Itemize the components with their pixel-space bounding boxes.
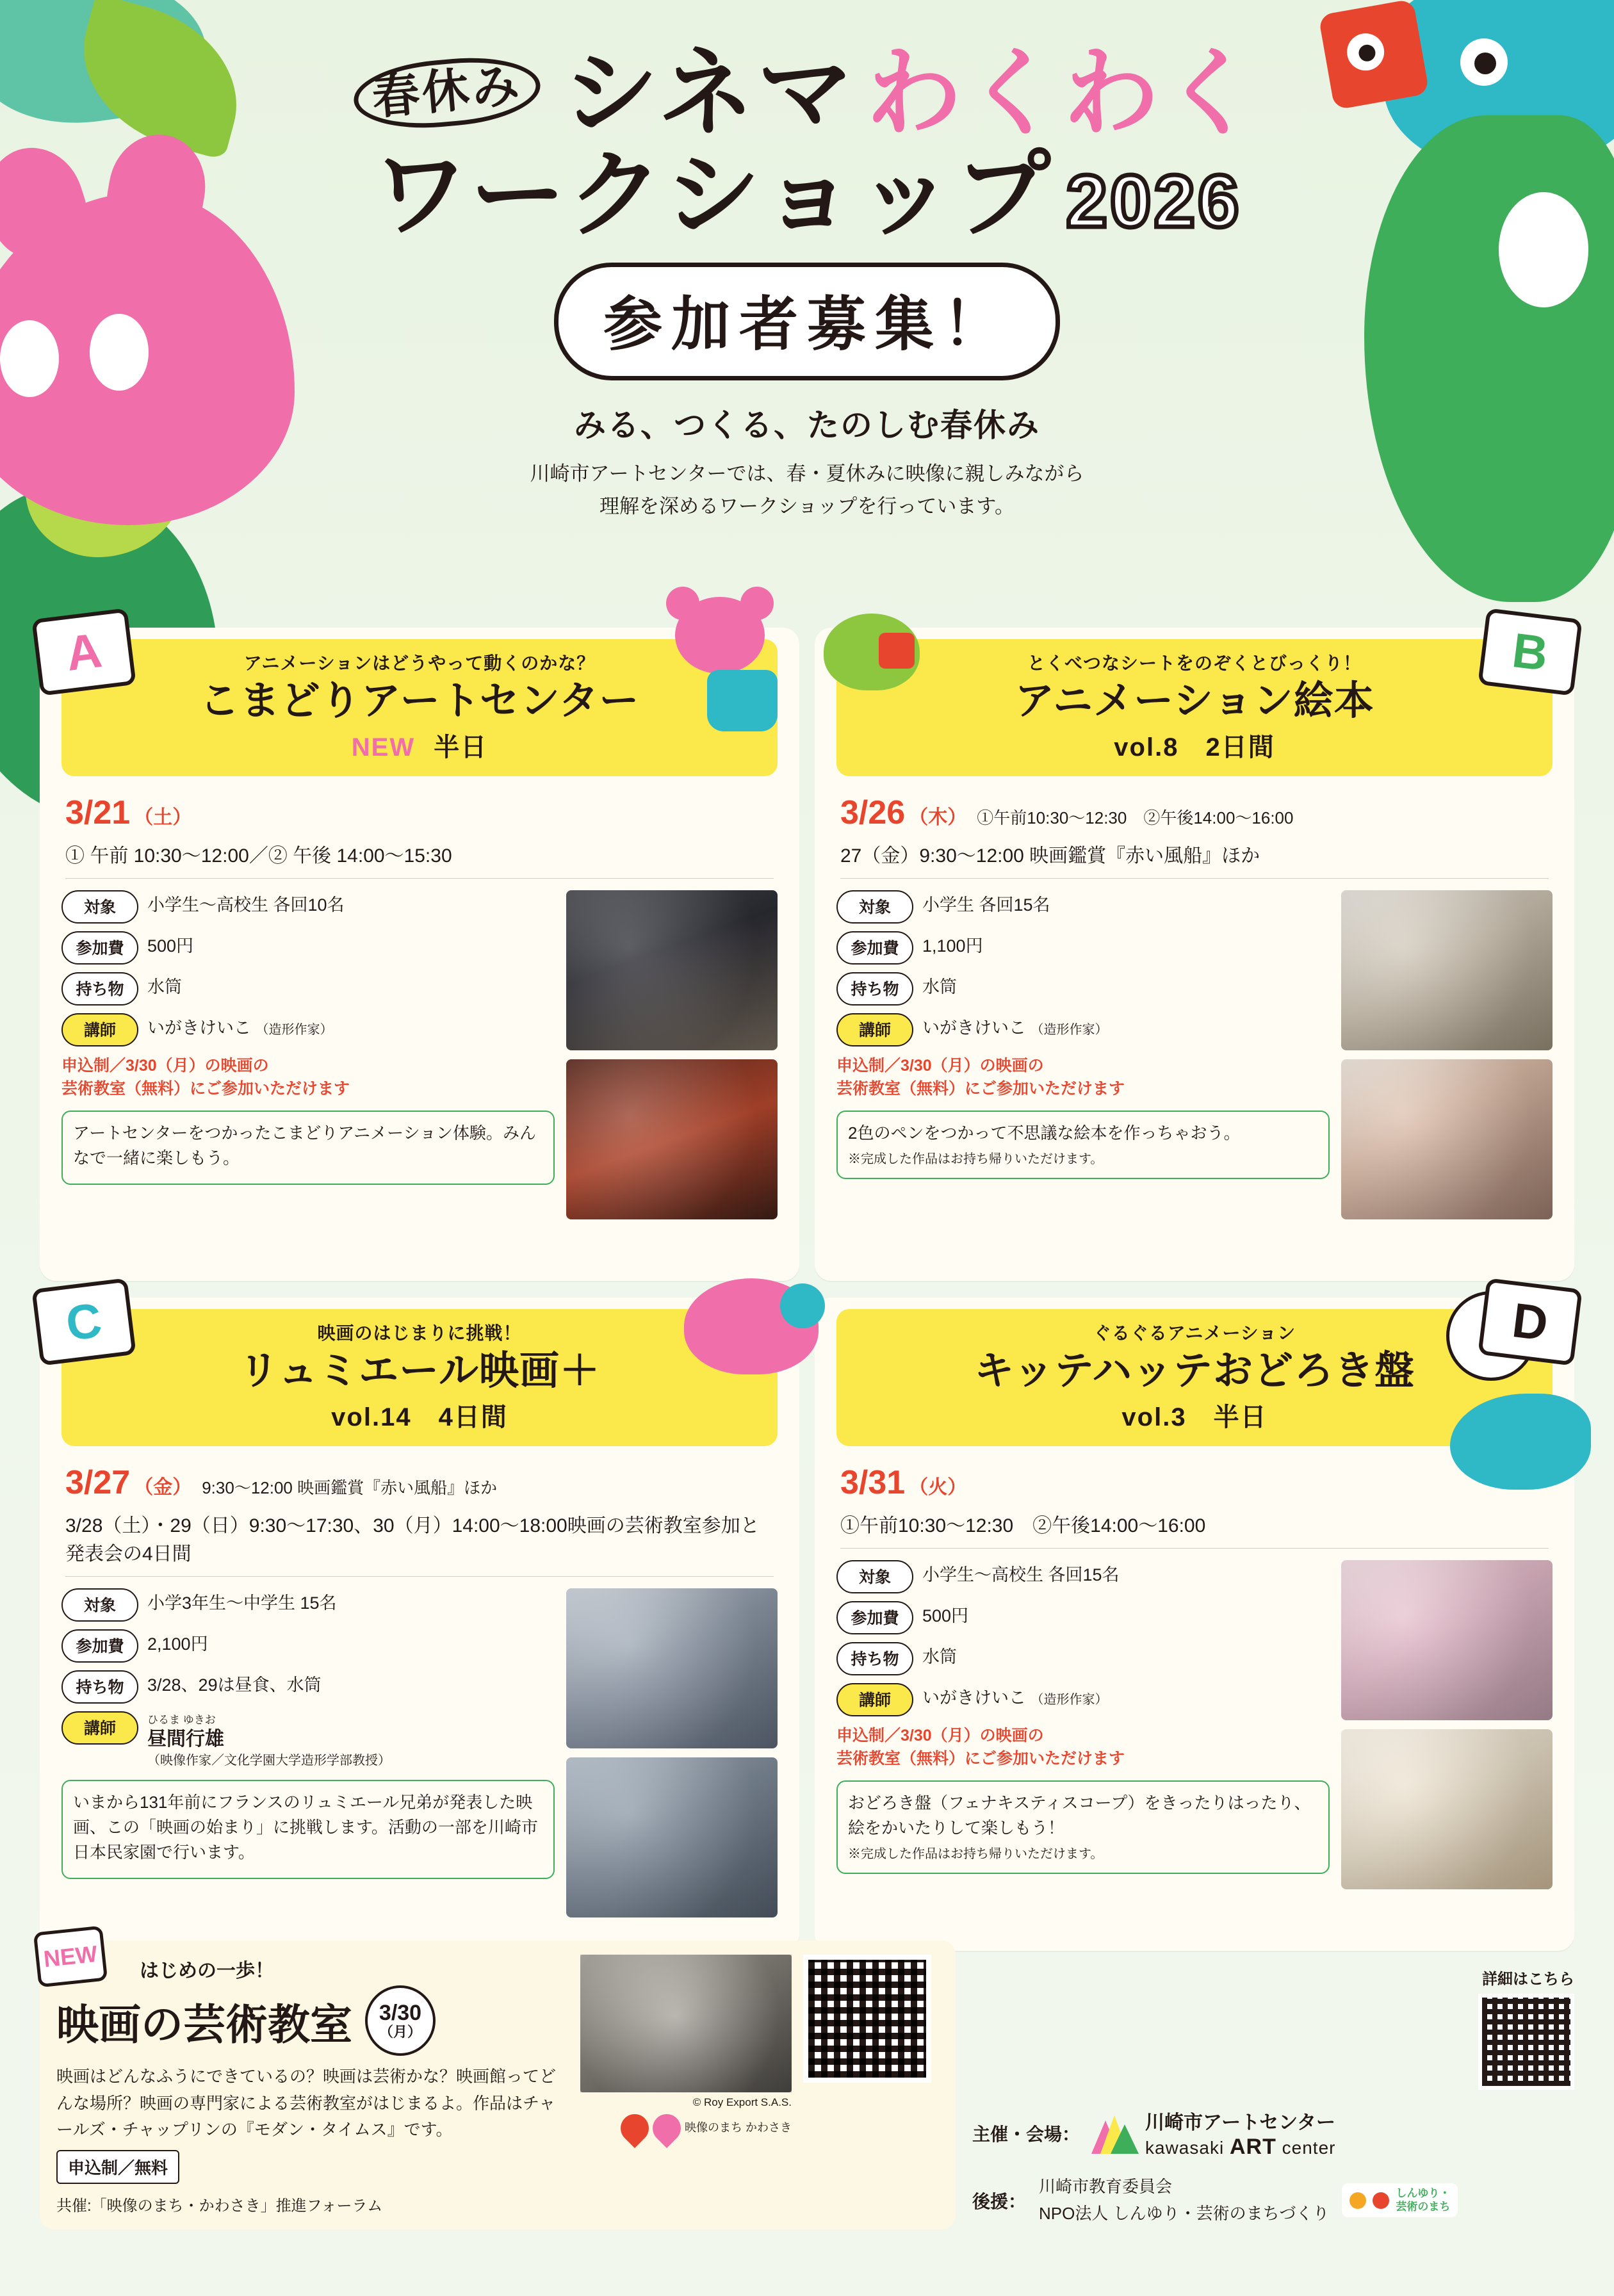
card-d-body bbox=[836, 1560, 1553, 1889]
card-d-apply-line2: 芸術教室（無料）にご参加いただけます bbox=[836, 1750, 1125, 1768]
card-a-teacher-note: （造形作家） bbox=[256, 1022, 333, 1037]
card-d-teacher-name: いがきけいこ bbox=[922, 1688, 1026, 1707]
subtitle: みる、つくる、たのしむ春休み bbox=[574, 407, 1040, 443]
detail-here-label: 詳細はこちら bbox=[1482, 1971, 1574, 1988]
card-b-info bbox=[836, 890, 1330, 1219]
card-d-date-value: 3/31 bbox=[840, 1464, 906, 1502]
label-teacher: 講師 bbox=[836, 1683, 913, 1716]
film-class-title: 映画の芸術教室 bbox=[56, 2000, 352, 2048]
card-d-apply-line1: 申込制／3/30（月）の映画の bbox=[836, 1726, 1044, 1745]
label-teacher: 講師 bbox=[61, 1013, 138, 1046]
lead-line-2: 理解を深めるワークショップを行っています。 bbox=[599, 494, 1015, 517]
label-target: 対象 bbox=[61, 1588, 138, 1622]
card-c-teacher-ruby: ひるま ゆきお bbox=[147, 1713, 216, 1726]
title-wakuwaku: わくわく bbox=[865, 39, 1260, 147]
card-c-body bbox=[61, 1588, 778, 1917]
card-a-apply bbox=[61, 1054, 555, 1101]
card-b-kicker: とくべつなシートをのぞくとびっくり！ bbox=[1027, 653, 1362, 673]
card-a-teacher-name: いがきけいこ bbox=[147, 1018, 251, 1038]
shinyuri-logo bbox=[1342, 2183, 1458, 2217]
heart-icon bbox=[615, 2108, 655, 2148]
card-a-apply-line2: 芸術教室（無料）にご参加いただけます bbox=[61, 1080, 350, 1098]
film-class-date-dow: （月） bbox=[379, 2024, 421, 2040]
heart-icon bbox=[647, 2108, 687, 2148]
card-tag-c: C bbox=[31, 1278, 136, 1365]
card-a-bring-row bbox=[61, 972, 555, 1006]
card-b-banner bbox=[836, 639, 1553, 776]
bear-mascot-icon bbox=[662, 597, 778, 731]
card-b-photos bbox=[1341, 890, 1553, 1219]
card-a-new-badge: NEW bbox=[351, 733, 416, 762]
card-c-info bbox=[61, 1588, 555, 1917]
workshop-card-a[interactable] bbox=[40, 623, 799, 1281]
workshop-photo bbox=[566, 1588, 778, 1748]
card-a-note-text: アートセンターをつかったこまどりアニメーション体験。みんなで一緒に楽しもう。 bbox=[73, 1123, 537, 1168]
workshop-card-b[interactable] bbox=[815, 623, 1574, 1281]
card-d-kicker: ぐるぐるアニメーション bbox=[1093, 1323, 1296, 1343]
card-c-target-row bbox=[61, 1588, 555, 1622]
workshop-photo bbox=[1341, 1059, 1553, 1219]
film-class-kicker: はじめの一歩！ bbox=[140, 1960, 274, 1982]
card-a-note bbox=[61, 1111, 555, 1185]
film-class-left bbox=[56, 1955, 566, 2215]
film-art-class-panel[interactable] bbox=[40, 1941, 956, 2229]
card-a-date-main bbox=[65, 793, 774, 833]
support-text bbox=[1039, 2174, 1329, 2227]
card-a-duration: 半日 bbox=[434, 733, 488, 762]
card-a-fee-row bbox=[61, 931, 555, 965]
card-b-body bbox=[836, 890, 1553, 1219]
art-center-mark-icon bbox=[1091, 2113, 1136, 2154]
card-c-bring-row bbox=[61, 1670, 555, 1704]
card-c-banner bbox=[61, 1309, 778, 1446]
eizo-machi-label: 映像のまち かわさき bbox=[684, 2121, 792, 2135]
card-b-target-value: 小学生 各回15名 bbox=[922, 895, 1050, 915]
label-fee: 参加費 bbox=[61, 931, 138, 965]
card-d-banner bbox=[836, 1309, 1553, 1446]
elephant-mascot-icon bbox=[684, 1278, 819, 1374]
host-name-en bbox=[1145, 2135, 1335, 2160]
card-a-photos bbox=[566, 890, 778, 1219]
label-target: 対象 bbox=[61, 890, 138, 924]
card-a-date-detail: ① 午前 10:30〜12:00／② 午後 14:00〜15:30 bbox=[65, 845, 452, 867]
haruyasumi-label: 春休み bbox=[351, 51, 543, 134]
green-mascot-icon bbox=[824, 614, 920, 690]
card-d-teacher-value bbox=[922, 1683, 1108, 1709]
poster-footer bbox=[40, 1941, 1574, 2229]
card-d-bring-row bbox=[836, 1642, 1330, 1675]
card-c-date-value: 3/27 bbox=[65, 1464, 131, 1502]
poster-header bbox=[0, 39, 1614, 523]
label-teacher: 講師 bbox=[836, 1013, 913, 1046]
card-b-date-dow: （木） bbox=[909, 807, 967, 829]
card-a-subtitle bbox=[74, 727, 765, 763]
card-d-teacher-note: （造形作家） bbox=[1031, 1692, 1108, 1707]
card-a-teacher-row bbox=[61, 1013, 555, 1046]
label-target: 対象 bbox=[836, 1560, 913, 1593]
card-a-teacher-value bbox=[147, 1013, 333, 1039]
card-a-target-row bbox=[61, 890, 555, 924]
card-b-date-main bbox=[840, 793, 1549, 833]
logo-dot-icon bbox=[1373, 2192, 1389, 2209]
host-label: 主催・会場： bbox=[972, 2124, 1080, 2144]
card-d-duration: vol.3 半日 bbox=[1121, 1403, 1268, 1432]
label-teacher: 講師 bbox=[61, 1711, 138, 1745]
card-d-date-dow: （火） bbox=[909, 1477, 967, 1499]
film-class-coop: 共催:「映像のまち・かわさき」推進フォーラム bbox=[56, 2197, 383, 2215]
logo-dot-icon bbox=[1349, 2192, 1366, 2209]
label-bring: 持ち物 bbox=[836, 1642, 913, 1675]
qr-code[interactable] bbox=[803, 1955, 931, 2083]
card-d-teacher-row bbox=[836, 1683, 1330, 1716]
lead-line-1: 川崎市アートセンターでは、春・夏休みに映像に親しみながら bbox=[530, 462, 1084, 485]
support-row bbox=[972, 2174, 1574, 2227]
detail-qr-code[interactable] bbox=[1478, 1994, 1574, 2090]
card-d-dates bbox=[840, 1463, 1549, 1537]
card-c-teacher-row bbox=[61, 1711, 555, 1770]
card-b-dates bbox=[840, 793, 1549, 867]
card-a-bring-value: 水筒 bbox=[147, 977, 182, 997]
card-d-target-row bbox=[836, 1560, 1330, 1593]
card-b-teacher-value bbox=[922, 1013, 1108, 1039]
card-d-note-text: おどろき盤（フェナキスティスコープ）をきったりはったり、絵をかいたりして楽しもう！ bbox=[848, 1793, 1311, 1838]
host-name-jp: 川崎市アートセンター bbox=[1145, 2112, 1336, 2133]
card-tag-d: D bbox=[1478, 1278, 1583, 1365]
card-b-teacher-name: いがきけいこ bbox=[922, 1018, 1026, 1038]
film-class-date-value: 3/30 bbox=[379, 2000, 422, 2025]
support-label: 後援： bbox=[972, 2191, 1027, 2211]
card-d-note-tiny: ※完成した作品はお持ち帰りいただけます。 bbox=[848, 1847, 1104, 1862]
host-en-center: center bbox=[1282, 2138, 1336, 2158]
label-bring: 持ち物 bbox=[836, 972, 913, 1006]
workshop-photo bbox=[1341, 1729, 1553, 1889]
divider bbox=[840, 878, 1549, 879]
workshop-photo bbox=[1341, 890, 1553, 1050]
label-bring: 持ち物 bbox=[61, 1670, 138, 1704]
card-b-bring-value: 水筒 bbox=[922, 977, 957, 997]
divider bbox=[840, 1548, 1549, 1549]
shinyuri-line-1: しんゆり・ bbox=[1396, 2187, 1451, 2200]
host-en-kawasaki: kawasaki bbox=[1145, 2138, 1225, 2158]
card-d-date-detail: ①午前10:30〜12:30 ②午後14:00〜16:00 bbox=[840, 1515, 1206, 1536]
label-fee: 参加費 bbox=[836, 1601, 913, 1634]
card-b-title: アニメーション絵本 bbox=[1015, 679, 1374, 723]
card-b-note-tiny: ※完成した作品はお持ち帰りいただけます。 bbox=[848, 1152, 1104, 1167]
support-line-1: 川崎市教育委員会 bbox=[1039, 2177, 1173, 2196]
card-c-dates bbox=[65, 1463, 774, 1565]
host-en-art: ART bbox=[1229, 2135, 1276, 2159]
card-a-title: こまどりアートセンター bbox=[199, 679, 640, 723]
label-target: 対象 bbox=[836, 890, 913, 924]
card-d-apply bbox=[836, 1724, 1330, 1771]
card-b-apply-line2: 芸術教室（無料）にご参加いただけます bbox=[836, 1080, 1125, 1098]
card-c-teacher-value bbox=[147, 1711, 391, 1770]
host-row bbox=[972, 2106, 1574, 2160]
card-d-title: キッテハッテおどろき盤 bbox=[974, 1349, 1415, 1393]
card-b-date-times: ①午前10:30〜12:30 ②午後14:00〜16:00 bbox=[977, 808, 1294, 828]
title-line-2 bbox=[0, 141, 1614, 248]
workshop-photo bbox=[566, 890, 778, 1050]
card-c-fee-value: 2,100円 bbox=[147, 1634, 208, 1654]
kawasaki-art-center-logo bbox=[1091, 2106, 1335, 2160]
card-c-target-value: 小学3年生〜中学生 15名 bbox=[147, 1593, 337, 1613]
card-c-note-text: いまから131年前にフランスのリュミエール兄弟が発表した映画、この「映画の始まり」に挑戦します。活動の一部を川崎市日本民家園で行います。 bbox=[73, 1793, 538, 1862]
card-b-apply-line1: 申込制／3/30（月）の映画の bbox=[836, 1056, 1044, 1075]
shinyuri-line-2: 芸術のまち bbox=[1396, 2200, 1451, 2213]
film-class-apply-badge: 申込制／無料 bbox=[56, 2150, 179, 2184]
title-line-1 bbox=[0, 39, 1614, 147]
label-fee: 参加費 bbox=[836, 931, 913, 965]
lead-text bbox=[0, 457, 1614, 523]
card-c-date-times: 9:30〜12:00 映画鑑賞『赤い風船』ほか bbox=[202, 1478, 498, 1498]
card-c-bring-value: 3/28、29は昼食、水筒 bbox=[147, 1675, 322, 1695]
card-b-note-text: 2色のペンをつかって不思議な絵本を作っちゃおう。 bbox=[848, 1123, 1241, 1143]
card-c-date-main bbox=[65, 1463, 774, 1502]
card-d-fee-row bbox=[836, 1601, 1330, 1634]
organizers-panel bbox=[972, 1941, 1574, 2229]
film-class-description: 映画はどんなふうにできているの？映画は芸術かな？映画館ってどんな場所？映画の専門家による芸術教室がはじまるよ。作品はチャールズ・チャップリンの『モダン・タイムス』です。 bbox=[56, 2067, 557, 2140]
card-a-dates bbox=[65, 793, 774, 867]
card-a-body bbox=[61, 890, 778, 1219]
card-a-info bbox=[61, 890, 555, 1219]
card-d-fee-value: 500円 bbox=[922, 1606, 969, 1625]
support-line-2: NPO法人 しんゆり・芸術のまちづくり bbox=[1039, 2203, 1330, 2223]
card-d-date-main bbox=[840, 1463, 1549, 1502]
workshop-photo bbox=[566, 1059, 778, 1219]
workshop-photo bbox=[566, 1757, 778, 1917]
card-a-date-dow: （土） bbox=[134, 807, 192, 829]
card-b-teacher-note: （造形作家） bbox=[1031, 1022, 1108, 1037]
film-class-title-row bbox=[56, 1985, 566, 2056]
film-class-media bbox=[580, 1955, 792, 2142]
title-cinema: シネマ bbox=[562, 39, 856, 147]
label-fee: 参加費 bbox=[61, 1629, 138, 1663]
label-bring: 持ち物 bbox=[61, 972, 138, 1006]
workshop-card-grid bbox=[40, 623, 1574, 1951]
modern-times-still bbox=[580, 1955, 792, 2092]
art-center-text bbox=[1145, 2106, 1335, 2160]
card-b-fee-value: 1,100円 bbox=[922, 936, 983, 956]
card-tag-b: B bbox=[1478, 608, 1583, 696]
shinyuri-label bbox=[1396, 2187, 1450, 2213]
card-tag-a: A bbox=[31, 608, 136, 696]
card-c-date-row2: 3/28（土）・29（日）9:30〜17:30、30（月）14:00〜18:00映画の芸術教室参加と発表会の4日間 bbox=[65, 1515, 760, 1565]
card-c-duration: vol.14 4日間 bbox=[331, 1403, 508, 1432]
card-d-target-value: 小学生〜高校生 各回15名 bbox=[922, 1565, 1120, 1584]
card-b-target-row bbox=[836, 890, 1330, 924]
card-a-kicker: アニメーションはどうやって動くのかな？ bbox=[243, 653, 596, 673]
card-a-date-value: 3/21 bbox=[65, 794, 131, 832]
eizo-machi-logo bbox=[580, 2114, 792, 2142]
card-d-info bbox=[836, 1560, 1330, 1889]
card-b-apply bbox=[836, 1054, 1330, 1101]
bird-mascot-icon bbox=[1450, 1394, 1591, 1490]
card-c-teacher-note: （映像作家／文化学園大学造形学部教授） bbox=[147, 1754, 391, 1768]
new-badge: NEW bbox=[33, 1926, 108, 1988]
card-b-date-row2: 27（金）9:30〜12:00 映画鑑賞『赤い風船』ほか bbox=[840, 845, 1260, 867]
card-c-title: リュミエール映画＋ bbox=[239, 1349, 600, 1393]
card-c-note bbox=[61, 1780, 555, 1879]
card-c-teacher-name: 昼間行雄 bbox=[147, 1728, 224, 1750]
card-a-apply-line1: 申込制／3/30（月）の映画の bbox=[61, 1056, 269, 1075]
divider bbox=[65, 878, 774, 879]
card-a-fee-value: 500円 bbox=[147, 936, 194, 956]
divider bbox=[65, 1576, 774, 1577]
card-b-note bbox=[836, 1111, 1330, 1179]
workshop-photo bbox=[1341, 1560, 1553, 1720]
title-workshop: ワークショップ bbox=[372, 141, 1052, 248]
card-c-fee-row bbox=[61, 1629, 555, 1663]
card-b-duration: vol.8 2日間 bbox=[1114, 733, 1275, 762]
film-class-right bbox=[580, 1955, 939, 2215]
card-b-fee-row bbox=[836, 931, 1330, 965]
recruit-badge: 参加者募集！ bbox=[554, 263, 1060, 380]
card-d-note bbox=[836, 1780, 1330, 1874]
card-d-bring-value: 水筒 bbox=[922, 1647, 957, 1666]
copyright-text: © Roy Export S.A.S. bbox=[692, 2096, 792, 2108]
workshop-card-c[interactable] bbox=[40, 1292, 799, 1951]
workshop-card-d[interactable] bbox=[815, 1292, 1574, 1951]
card-b-date-value: 3/26 bbox=[840, 794, 906, 832]
title-year: 2026 bbox=[1066, 159, 1242, 243]
card-c-date-dow: （金） bbox=[134, 1477, 192, 1499]
card-c-photos bbox=[566, 1588, 778, 1917]
card-b-teacher-row bbox=[836, 1013, 1330, 1046]
card-a-target-value: 小学生〜高校生 各回10名 bbox=[147, 895, 345, 915]
film-class-date bbox=[365, 1985, 436, 2056]
card-b-bring-row bbox=[836, 972, 1330, 1006]
card-c-kicker: 映画のはじまりに挑戦！ bbox=[317, 1323, 522, 1343]
card-d-photos bbox=[1341, 1560, 1553, 1889]
